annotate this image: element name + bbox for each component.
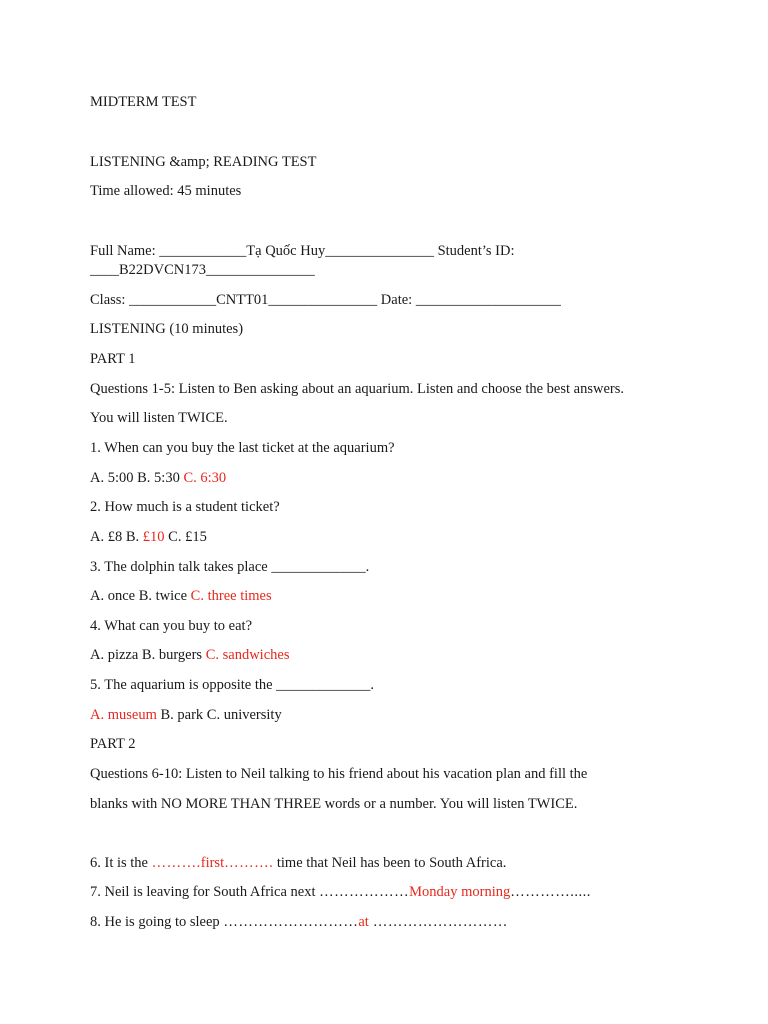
full-name-line: Full Name: ____________Tạ Quốc Huy_______________ Student’s ID: <box>90 243 515 259</box>
q8-dots-after: ……………………… <box>368 914 508 930</box>
q8-answer: at <box>358 914 369 930</box>
q5-options-post: B. park C. university <box>156 707 282 723</box>
q2-question: 2. How much is a student ticket? <box>90 499 280 515</box>
q5-answer: A. museum <box>90 707 157 723</box>
q7-line <box>90 883 591 901</box>
q2-answer: £10 <box>142 529 165 545</box>
q7-answer: Monday morning <box>409 884 511 900</box>
q6-pre: 6. It is the <box>90 855 152 871</box>
q7-pre: 7. Neil is leaving for South Africa next <box>90 884 320 900</box>
q4-options-pre: A. pizza B. burgers <box>90 647 206 663</box>
part2-title: PART 2 <box>90 736 136 752</box>
q1-question: 1. When can you buy the last ticket at the aquarium? <box>90 440 395 456</box>
q3-answer: C. three times <box>190 588 272 604</box>
part1-instructions: Questions 1-5: Listen to Ben asking about an aquarium. Listen and choose the best answers. <box>90 381 624 397</box>
q1-answer: C. 6:30 <box>183 470 227 486</box>
q1-options <box>90 469 226 487</box>
class-line: Class: ____________CNTT01_______________ Date: ____________________ <box>90 292 561 308</box>
q5-options <box>90 706 282 724</box>
q8-pre: 8. He is going to sleep <box>90 914 224 930</box>
part1-instructions-cont: You will listen TWICE. <box>90 410 228 426</box>
listening-heading: LISTENING (10 minutes) <box>90 321 244 337</box>
q5-question: 5. The aquarium is opposite the _____________. <box>90 677 375 693</box>
q4-answer: C. sandwiches <box>205 647 290 663</box>
q6-dots-before: ………. <box>151 855 201 871</box>
doc-heading: MIDTERM TEST <box>90 94 197 110</box>
q6-line <box>90 854 506 872</box>
q7-dots-after: …………..... <box>510 884 591 900</box>
q8-dots-before: ……………………… <box>223 914 359 930</box>
student-id-line: ____B22DVCN173_______________ <box>90 262 315 278</box>
time-allowed: Time allowed: 45 minutes <box>90 183 242 199</box>
part1-title: PART 1 <box>90 351 136 367</box>
q4-question: 4. What can you buy to eat? <box>90 618 252 634</box>
q2-options <box>90 528 207 546</box>
q3-question: 3. The dolphin talk takes place _____________. <box>90 559 370 575</box>
q3-options <box>90 587 272 605</box>
part2-instructions-cont: blanks with NO MORE THAN THREE words or a number. You will listen TWICE. <box>90 796 578 812</box>
part2-instructions: Questions 6-10: Listen to Neil talking to his friend about his vacation plan and fill the <box>90 766 588 782</box>
q2-options-post: C. £15 <box>164 529 207 545</box>
q1-options-pre: A. 5:00 B. 5:30 <box>90 470 184 486</box>
q4-options <box>90 646 289 664</box>
q6-answer: first <box>200 855 225 871</box>
q6-dots-after: ………. <box>224 855 274 871</box>
doc-subheading: LISTENING &amp; READING TEST <box>90 154 317 170</box>
q7-dots-before: ……………… <box>319 884 410 900</box>
q6-post: time that Neil has been to South Africa. <box>273 855 507 871</box>
q3-options-pre: A. once B. twice <box>90 588 191 604</box>
q8-line <box>90 913 508 931</box>
q2-options-pre: A. £8 B. <box>90 529 143 545</box>
